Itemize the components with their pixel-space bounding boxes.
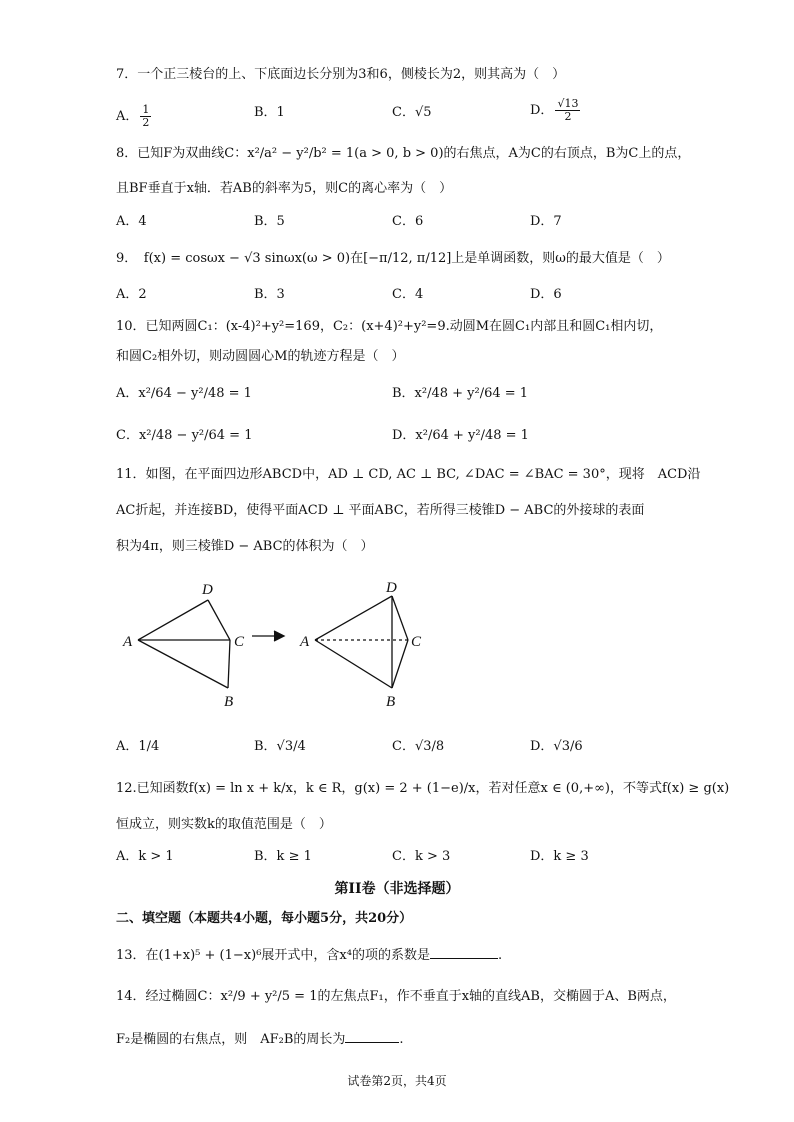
q11-stem-line2: AC折起，并连接BD，使得平面ACD ⊥ 平面ABC，若所得三棱锥D − ABC的外接球的表面 <box>116 503 645 518</box>
fig-label-a-left: A <box>123 634 133 650</box>
fig-label-c-right: C <box>411 634 422 650</box>
q11-option-b: B．√3/4 <box>254 739 306 754</box>
q11-option-d: D．√3/6 <box>530 739 583 754</box>
fig-label-d-left: D <box>202 582 213 598</box>
fig-label-a-right: A <box>300 634 310 650</box>
q13-answer-blank <box>430 946 498 959</box>
q7-stem: 7．一个正三棱台的上、下底面边长分别为3和6，侧棱长为2，则其高为（ ） <box>116 67 566 82</box>
q11-figure <box>120 578 440 713</box>
q10-option-b: B．x²/48 + y²/64 = 1 <box>392 386 529 401</box>
q10-stem-line2: 和圆C₂相外切，则动圆圆心M的轨迹方程是（ ） <box>116 349 405 364</box>
q11-stem-line3: 积为4π，则三棱锥D − ABC的体积为（ ） <box>116 539 374 554</box>
q12-option-c: C．k > 3 <box>392 849 451 864</box>
q14-stem-line2: F₂是椭圆的右焦点，则 AF₂B的周长为 . <box>116 1032 404 1047</box>
q9-stem: 9． f(x) = cosωx − √3 sinωx(ω > 0)在[−π/12, π/12]上是单调函数，则ω的最大值是（ ） <box>116 251 670 266</box>
fig-label-b-left: B <box>224 694 234 710</box>
q14-answer-blank <box>345 1030 399 1043</box>
page-footer: 试卷第2页，共4页 <box>347 1074 447 1088</box>
q8-option-d: D．7 <box>530 214 562 229</box>
q10-option-d: D．x²/64 + y²/48 = 1 <box>392 428 529 443</box>
q8-stem-line2: 且BF垂直于x轴．若AB的斜率为5，则C的离心率为（ ） <box>116 181 453 196</box>
fig-label-c-left: C <box>234 634 245 650</box>
q12-stem-line1: 12.已知函数f(x) = ln x + k/x，k ∈ R，g(x) = 2 + (1−e)/x，若对任意x ∈ (0,+∞)，不等式f(x) ≥ g(x) <box>116 781 730 796</box>
q7-option-c: C．√5 <box>392 105 432 120</box>
q8-stem-line1: 8．已知F为双曲线C：x²/a² − y²/b² = 1(a > 0, b > 0)的右焦点，A为C的右顶点，B为C上的点， <box>116 146 691 161</box>
q10-option-c: C．x²/48 − y²/64 = 1 <box>116 428 253 443</box>
part2-title: 第II卷（非选择题） <box>334 881 460 897</box>
q12-option-b: B．k ≥ 1 <box>254 849 312 864</box>
fill-in-section-title: 二、填空题（本题共4小题，每小题5分，共20分） <box>116 911 413 926</box>
q11-stem-line1: 11．如图，在平面四边形ABCD中，AD ⊥ CD, AC ⊥ BC, ∠DAC = ∠BAC = 30°，现将 ACD沿 <box>116 467 701 482</box>
q12-option-a: A．k > 1 <box>116 849 174 864</box>
fig-label-d-right: D <box>386 580 397 596</box>
q13-stem: 13．在(1+x)⁵ + (1−x)⁶展开式中，含x⁴的项的系数是 . <box>116 948 503 963</box>
q7-option-d: D． $\frac{√13}{2}$ <box>530 97 579 123</box>
q9-option-b: B．3 <box>254 287 285 302</box>
q8-option-a: A．4 <box>116 214 147 229</box>
q7-option-b: B．1 <box>254 105 285 120</box>
fig-label-b-right: B <box>386 694 396 710</box>
q7-option-a: A． $\frac{1}{2}$ <box>116 103 150 129</box>
q9-option-c: C．4 <box>392 287 424 302</box>
q11-option-c: C．√3/8 <box>392 739 445 754</box>
q8-option-b: B．5 <box>254 214 285 229</box>
q10-option-a: A．x²/64 − y²/48 = 1 <box>116 386 252 401</box>
q9-option-a: A．2 <box>116 287 147 302</box>
q9-option-d: D．6 <box>530 287 562 302</box>
q8-option-c: C．6 <box>392 214 424 229</box>
q10-stem-line1: 10．已知两圆C₁：(x-4)²+y²=169，C₂：(x+4)²+y²=9.动圆M在圆C₁内部且和圆C₁相内切， <box>116 319 663 334</box>
q14-stem-line1: 14．经过椭圆C：x²/9 + y²/5 = 1的左焦点F₁，作不垂直于x轴的直线AB，交椭圆于A、B两点， <box>116 989 676 1004</box>
q12-stem-line2: 恒成立，则实数k的取值范围是（ ） <box>116 817 332 832</box>
q12-option-d: D．k ≥ 3 <box>530 849 589 864</box>
q11-option-a: A．1/4 <box>116 739 160 754</box>
